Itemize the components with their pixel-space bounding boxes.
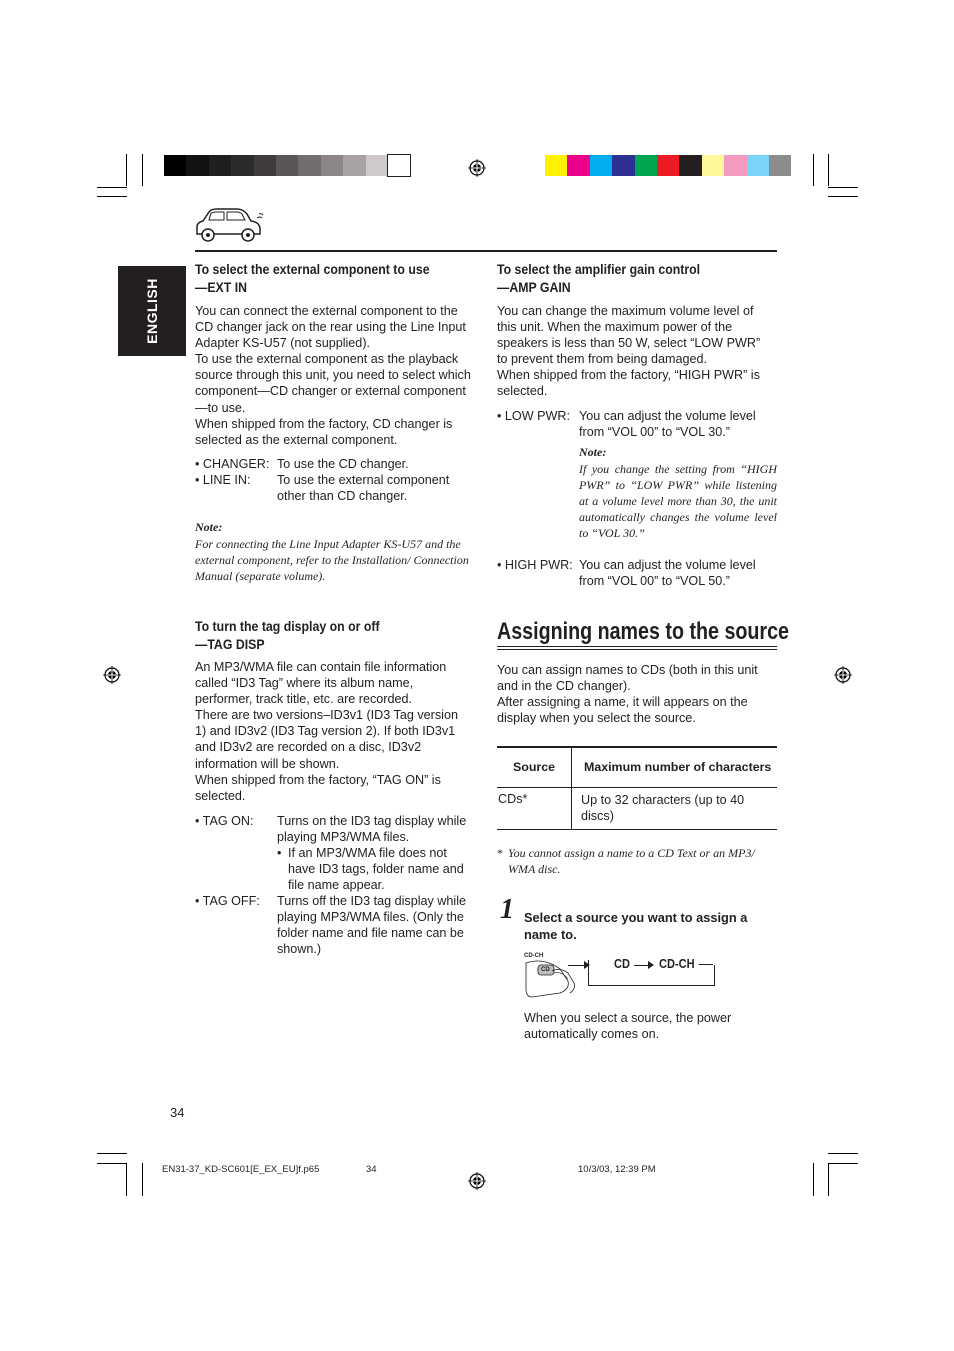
gray-swatch: [366, 155, 388, 176]
amp-gain-option-low: [497, 408, 777, 440]
ext-in-heading-line2: —EXT IN: [195, 279, 248, 295]
ext-in-section: [195, 260, 475, 296]
crop-mark: [142, 1163, 143, 1196]
character-limit-table: [497, 746, 777, 830]
color-swatch: [545, 155, 567, 176]
option-key: • TAG OFF:: [195, 894, 260, 908]
ext-in-para3: When shipped from the factory, CD changer is selected as the external component.: [195, 416, 453, 447]
gray-swatch: [343, 155, 365, 176]
crop-mark: [97, 1153, 127, 1154]
car-icon: [193, 204, 265, 246]
assign-body: [497, 662, 769, 726]
crop-mark: [828, 187, 858, 188]
color-swatch: [747, 155, 769, 176]
loop-line: [588, 960, 589, 966]
tag-disp-body: [195, 659, 471, 804]
step-number: 1: [500, 894, 514, 925]
crop-mark: [828, 196, 858, 197]
gray-swatch: [231, 155, 253, 176]
loop-line: [699, 964, 713, 965]
gray-swatch: [298, 155, 320, 176]
amp-gain-heading: [497, 260, 787, 296]
title-rule: [497, 646, 777, 647]
loop-line: [588, 965, 715, 986]
color-swatch: [612, 155, 634, 176]
gray-swatch: [276, 155, 298, 176]
page-number: 34: [170, 1105, 185, 1120]
footnote-mark: *: [497, 846, 503, 860]
crop-mark: [97, 187, 127, 188]
tag-disp-para1: An MP3/WMA file can contain file information called “ID3 Tag” where its album name, performer, track title, etc. are recorded.: [195, 660, 447, 707]
table-cell-max: Up to 32 characters (up to 40 discs): [581, 792, 745, 823]
registration-mark-icon: [103, 666, 121, 684]
tag-disp-para3: When shipped from the factory, “TAG ON” is selected.: [195, 772, 441, 803]
crop-mark: [828, 1163, 829, 1196]
crop-mark: [828, 1153, 858, 1154]
ext-in-option-changer: [195, 456, 475, 472]
option-key: • LINE IN:: [195, 473, 251, 487]
option-key: • CHANGER:: [195, 457, 270, 471]
tag-disp-option-off: [195, 893, 475, 957]
table-header-row: [497, 747, 777, 787]
crop-mark: [828, 1163, 858, 1164]
amp-gain-note-label: Note:: [579, 445, 607, 459]
amp-gain-option-high: [497, 557, 777, 589]
tag-disp-heading: [195, 617, 485, 653]
crop-mark: [126, 154, 127, 186]
language-tab: [118, 266, 186, 356]
color-swatch: [769, 155, 791, 176]
flow-label-cdch: CD-CH: [659, 956, 695, 971]
registration-mark-icon: [834, 666, 852, 684]
crop-mark: [813, 1163, 814, 1196]
option-value: You can adjust the volume level from “VOL 00” to “VOL 50.”: [579, 558, 756, 589]
color-swatch: [567, 155, 589, 176]
crop-mark: [813, 154, 814, 186]
color-swatch: [590, 155, 612, 176]
color-swatch: [724, 155, 746, 176]
registration-mark-icon: [468, 159, 486, 177]
tag-disp-para2: There are two versions–ID3v1 (ID3 Tag version 1) and ID3v2 (ID3 Tag version 2). If both ID3v1 and ID3v2 are recorded on a disc, ID3v2 information will be shown.: [195, 708, 458, 771]
ext-in-para1: You can connect the external component to the CD changer jack on the rear using the Line Input Adapter KS-U57 (not supplied).: [195, 304, 466, 351]
color-swatch: [702, 155, 724, 176]
ext-in-body: [195, 303, 477, 448]
table-header-source: Source: [497, 747, 572, 787]
amp-gain-heading-line1: To select the amplifier gain control: [497, 261, 701, 277]
header-rule: [195, 250, 777, 252]
option-key: • HIGH PWR:: [497, 558, 573, 572]
option-value: To use the external component other than CD changer.: [277, 473, 450, 504]
footnote-text: You cannot assign a name to a CD Text or an MP3/ WMA disc.: [508, 846, 755, 877]
footer-date: 10/3/03, 12:39 PM: [578, 1164, 656, 1175]
source-button-diagram: [524, 951, 724, 1001]
amp-gain-note-text: If you change the setting from “HIGH PWR” to “LOW PWR” while listening at a volume level more than 30, the unit automatically changes the volume level to “VOL 30.”: [579, 462, 777, 541]
gray-swatch: [388, 155, 410, 176]
after-step-text: When you select a source, the power automatically comes on.: [524, 1011, 732, 1042]
crop-mark: [828, 154, 829, 186]
amp-gain-body: [497, 303, 771, 400]
option-key: • TAG ON:: [195, 814, 254, 828]
button-label: CD: [541, 967, 550, 973]
option-value: Turns on the ID3 tag display while playing MP3/WMA files.: [277, 814, 467, 845]
option-value: You can adjust the volume level from “VOL 00” to “VOL 30.”: [579, 409, 756, 440]
amp-gain-para1: You can change the maximum volume level of this unit. When the maximum power of the speakers is less than 50 W, select “LOW PWR” to prevent them from being damaged.: [497, 304, 761, 367]
ext-in-heading-line1: To select the external component to use: [195, 261, 430, 277]
registration-mark-icon: [468, 1172, 486, 1190]
title-rule: [497, 649, 777, 650]
option-subnote: If an MP3/WMA file does not have ID3 tags, folder name and file name appear.: [288, 846, 464, 893]
crop-mark: [97, 1163, 127, 1164]
button-top-label: CD-CH: [524, 953, 544, 959]
step-text: Select a source you want to assign a name to.: [524, 910, 748, 942]
option-value: To use the CD changer.: [277, 457, 409, 471]
table-cell-source: CDs*: [497, 787, 572, 829]
tag-disp-heading-line2: —TAG DISP: [195, 636, 265, 652]
ext-in-note-text: For connecting the Line Input Adapter KS-U57 and the external component, refer to the Installation/ Connection Manual (separate volume).: [195, 537, 469, 584]
color-swatch: [657, 155, 679, 176]
flow-label-cd: CD: [614, 956, 630, 971]
footer-filename: EN31-37_KD-SC601[E_EX_EU]f.p65: [162, 1164, 320, 1175]
table-header-max: Maximum number of characters: [584, 760, 772, 775]
sub-bullet-dot: •: [277, 846, 282, 860]
tag-disp-heading-line1: To turn the tag display on or off: [195, 618, 380, 634]
gray-swatch: [321, 155, 343, 176]
crop-mark: [97, 196, 127, 197]
gray-swatch: [186, 155, 208, 176]
assign-para2: After assigning a name, it will appears on the display when you select the source.: [497, 695, 748, 726]
assign-para1: You can assign names to CDs (both in this unit and in the CD changer).: [497, 663, 758, 694]
ext-in-heading: [195, 260, 485, 296]
ext-in-option-line-in: [195, 472, 475, 504]
option-value: Turns off the ID3 tag display while playing MP3/WMA files. (Only the folder name and file name can be shown.): [277, 894, 467, 957]
gray-swatch: [209, 155, 231, 176]
language-label: ENGLISH: [144, 278, 160, 344]
table-row: [497, 787, 777, 829]
color-swatch: [635, 155, 657, 176]
amp-gain-heading-line2: —AMP GAIN: [497, 279, 571, 295]
footer-page: 34: [366, 1164, 377, 1175]
amp-gain-para2: When shipped from the factory, “HIGH PWR” is selected.: [497, 368, 760, 399]
crop-mark: [142, 154, 143, 186]
tag-disp-option-on: [195, 813, 475, 893]
color-swatch: [679, 155, 701, 176]
ext-in-para2: To use the external component as the playback source through this unit, you need to select which component—CD changer or external component—to use.: [195, 352, 471, 415]
section-title: Assigning names to the source: [497, 618, 789, 645]
crop-mark: [126, 1163, 127, 1196]
option-key: • LOW PWR:: [497, 409, 570, 423]
ext-in-note-label: Note:: [195, 520, 223, 534]
gray-swatch: [254, 155, 276, 176]
gray-swatch: [164, 155, 186, 176]
